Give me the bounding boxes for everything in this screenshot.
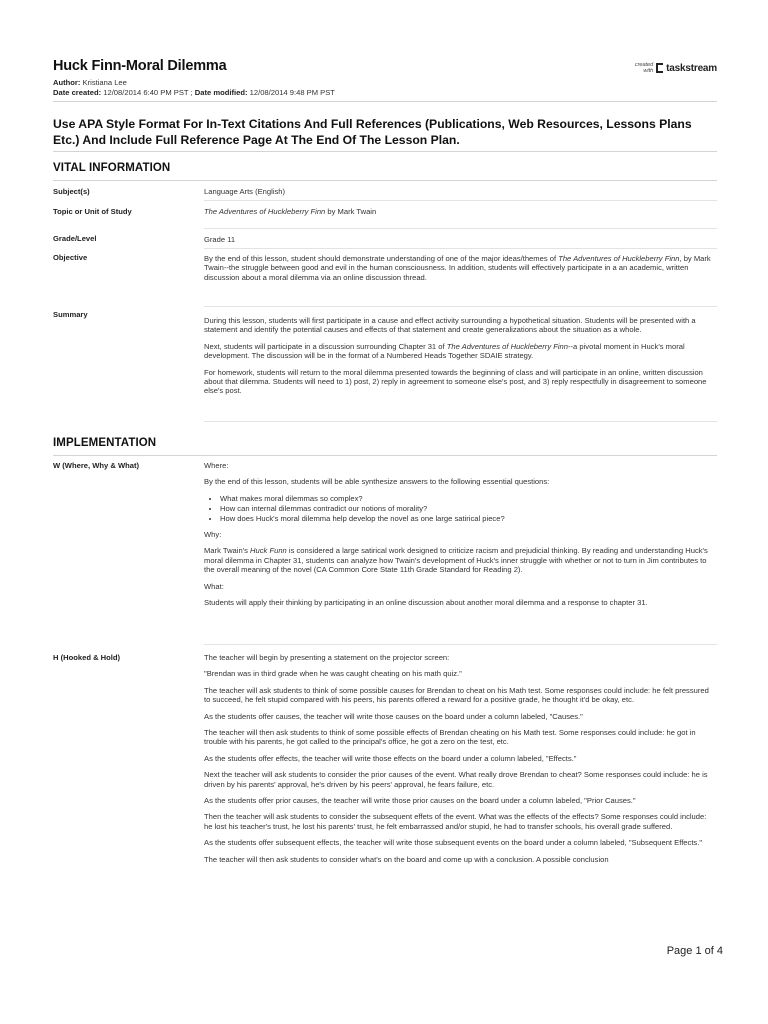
dates-line [53,88,717,98]
objective-label: Objective [53,253,88,262]
date-created-label: Date created: [53,87,102,97]
list-item: • How does Huck's moral dilemma help develop the novel as one large satirical piece? [220,514,716,523]
summary-text-b: --a pivotal moment in Huck's moral development. The discussion will be in the format of a Numbered Heads Together SDAIE strategy. [204,341,685,361]
page-number: Page 1 of 4 [666,945,723,957]
where-heading: Where: [204,461,229,470]
row-divider [204,228,717,229]
author-line [53,78,717,88]
summary-text-a: Next, students will participate in a discussion surrounding Chapter 31 of [204,341,447,351]
summary-value [204,316,716,403]
document-header [53,58,717,97]
subject-label: Subject(s) [53,187,90,196]
objective-book-title: The Adventures of Huckleberry Finn [558,254,680,263]
implementation-divider [53,455,717,456]
why-text-a: Mark Twain's [204,546,251,556]
row-divider [204,200,717,201]
summary-paragraph [204,342,716,361]
hook-paragraph: The teacher will then ask students to consider what's on the board and come up with a conclusion. A possible conclusion [204,854,609,864]
taskstream-logo [635,62,717,74]
logo-created-with [635,62,653,74]
why-book-title: Huck Funn [250,546,287,556]
author-label: Author: [53,78,81,87]
date-modified: 12/08/2014 9:48 PM PST [249,87,335,97]
date-separator: ; [190,87,193,97]
grade-value: Grade 11 [204,235,236,244]
hook-paragraph: The teacher will begin by presenting a statement on the projector screen: [204,653,450,662]
objective-text-b: , by Mark Twain--the struggle between good and evil in the human consciousness. In addition, students will effectively participate in a an academic, written discussion about a moral dilemma via an online discussion thread. [204,254,711,282]
hook-paragraph: As the students offer effects, the teacher will write those effects on the board under a column labeled, "Effects." [204,753,577,763]
summary-label: Summary [53,310,88,319]
date-created: 12/08/2014 6:40 PM PST [103,87,189,97]
list-item: • What makes moral dilemmas so complex? [220,494,716,503]
logo-created-text: created [634,62,654,68]
document-title: Huck Finn-Moral Dilemma [53,58,227,74]
why-text [204,546,716,574]
row-divider [204,306,717,307]
subject-value: Language Arts (English) [204,187,286,196]
list-item: • How can internal dilemmas contradict our notions of morality? [220,504,716,513]
hook-paragraph: As the students offer prior causes, the teacher will write those prior causes on the board under a column labeled, "Prior Causes." [204,796,636,806]
h-value [204,653,716,871]
why-text-b: is considered a large satirical work designed to criticize racism and prejudicial thinking. By reading and understanding Huck's moral dilemma in Chapter 31, students can analyze how Twain's development of Huck's inner struggle with whether or not to turn in Jim contributes to the overall meaning of the novel (CA Common Core State 11th Grade Standard for Reading 2). [204,546,708,575]
row-divider [204,248,717,249]
w-value [204,461,716,614]
taskstream-bracket-icon [656,63,663,73]
summary-paragraph: For homework, students will return to the moral dilemma presented towards the beginning of class and will participate in an online, written discussion about that dilemma. Students will need to 1) post, 2) reply in agreement to someone else's post, and 3) reply respectfully in disagreement to someone else's post. [204,367,707,396]
topic-label: Topic or Unit of Study [53,207,132,216]
where-intro: By the end of this lesson, students will be able synthesize answers to the following essential questions: [204,477,550,487]
objective-value [204,254,716,282]
date-modified-label: Date modified: [194,87,248,97]
w-label: W (Where, Why & What) [53,461,140,470]
author-name: Kristiana Lee [82,78,127,87]
vital-information-heading: VITAL INFORMATION [53,162,171,174]
apa-note: Use APA Style Format For In-Text Citations And Full References (Publications, Web Resources, Lessons Plans Etc.) And Include Full Reference Page At The End Of The Lesson Plan. [53,117,692,147]
h-label: H (Hooked & Hold) [53,653,121,662]
hook-paragraph: As the students offer causes, the teacher will write those causes on the board under a column labeled, "Causes." [204,711,583,721]
what-text: Students will apply their thinking by participating in an online discussion about another moral dilemma and a response to chapter 31. [204,598,648,608]
hook-paragraph: Then the teacher will ask students to consider the subsequent effets of the event. What was the effects of the effects? Some responses could include: he lost his teacher's trust, he lost his parents' trust, he felt embarrassed and/or stupid, he had to transfer schools, his overall grade suffered. [204,812,707,831]
grade-label: Grade/Level [53,234,97,243]
objective-text-a: By the end of this lesson, student should demonstrate understanding of one of the major ideas/themes of [204,254,559,263]
row-divider [204,421,717,422]
hook-paragraph: "Brendan was in third grade when he was caught cheating on his math quiz." [204,669,462,679]
row-divider [204,644,717,645]
essential-questions-list [220,494,716,523]
summary-paragraph: During this lesson, students will first participate in a cause and effect activity surrounding a hypothetical situation. Students will be presented with a statement and identify the potential causes and effects of that statement and create generalizations about the situation as a whole. [204,316,696,335]
hook-paragraph: Next the teacher will ask students to consider the prior causes of the event. What really drove Brendan to cheat? Some responses could include: he is driven by his parents' approval, he's driven by his peers' approval, he fears failure, etc. [204,770,708,789]
logo-with-text: with [643,68,654,74]
hook-paragraph: The teacher will ask students to think of some possible causes for Brendan to cheat on his Math test. Some responses could include: he felt pressured to succeed, he felt stupid compared with his peers, his parents offered a reward for a positive grade, he thought it'd be okay, etc. [204,685,709,705]
hook-paragraph: As the students offer subsequent effects, the teacher will write those subsequent events on the board under a column labeled, "Subsequent Effects." [204,838,703,848]
document-meta [53,78,717,97]
topic-author: by Mark Twain [325,207,377,216]
what-heading: What: [204,581,224,591]
logo-name: taskstream [666,62,717,74]
topic-value [204,207,716,216]
topic-book-title: The Adventures of Huckleberry Finn [204,207,326,216]
vital-divider [53,180,717,181]
apa-divider [53,151,717,152]
implementation-heading: IMPLEMENTATION [53,437,157,449]
summary-book-title: The Adventures of Huckleberry Finn [446,341,568,351]
header-divider [53,101,717,102]
hook-paragraph: The teacher will then ask students to think of some possible effects of Brendan cheating on his Math test. Some responses could include: he got in trouble with his parents, he got called to the principal's office, he got a zero on the test, etc. [204,728,696,747]
why-heading: Why: [204,530,222,540]
